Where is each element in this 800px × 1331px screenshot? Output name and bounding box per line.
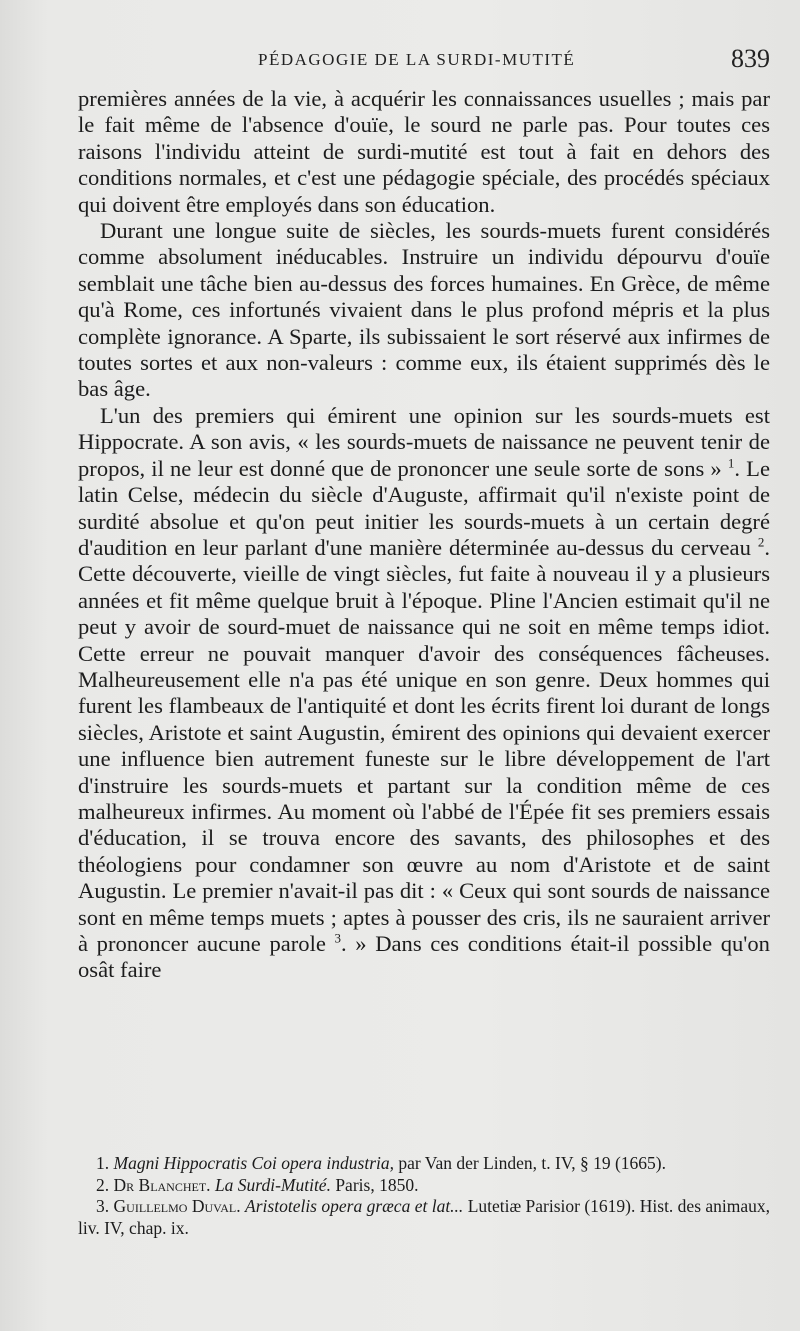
- footnote-3-rest: Lutetiæ Parisior (1619). Hist. des animaux, liv. IV, chap. ix.: [78, 1196, 771, 1238]
- footnote-1-rest: par Van der Linden, t. IV, § 19 (1665).: [394, 1153, 667, 1173]
- footnote-1-title: Magni Hippocratis Coi opera industria,: [113, 1153, 394, 1173]
- footnote-2-number: 2.: [96, 1174, 110, 1195]
- paragraph-3-part-b: . Le latin Celse, médecin du siècle d'Auguste, affirmait qu'il n'existe point de surdité absolue et qu'on peut initier les sourds-muets à un certain degré d'audition en leur parlant d'une manière déterminée au-dessus du cerveau: [78, 455, 770, 560]
- footnote-3-title: Aristotelis opera græca et lat...: [245, 1196, 464, 1216]
- footnote-ref-1: 1: [727, 455, 735, 471]
- page-header: [78, 44, 770, 84]
- running-title: PÉDAGOGIE DE LA SURDI-MUTITÉ: [258, 50, 576, 69]
- footnotes: [78, 1153, 770, 1239]
- footnote-1: [78, 1153, 770, 1175]
- footnote-2-title: La Surdi-Mutité.: [214, 1174, 331, 1195]
- footnote-3-number: 3.: [96, 1196, 110, 1216]
- footnote-1-number: 1.: [96, 1153, 110, 1173]
- footnote-ref-2: 2: [757, 534, 765, 550]
- footnote-2-rest: Paris, 1850.: [330, 1174, 419, 1195]
- paragraph-3-part-c: . Cette découverte, vieille de vingt siècles, fut faite à nouveau il y a plusieurs années et fit même quelque bruit à l'époque. Pline l'Ancien estimait qu'il ne peut y avoir de sourd-muet de naissance qui ne soit en même temps idiot. Cette erreur ne pouvait manquer d'avoir des conséquences fâcheuses. Malheureusement elle n'a pas été unique en son genre. Deux hommes qui furent les flambeaux de l'antiquité et dont les écrits firent loi durant de longs siècles, Aristote et saint Augustin, émirent des opinions qui devaient exercer une influence bien autrement funeste sur le libre développement de l'art d'instruire les sourds-muets et partant sur la condition même de ces malheureux infirmes. Au moment où l'abbé de l'Épée fit ses premiers essais d'éducation, il se trouva encore des savants, des philosophes et des théologiens pour condamner son œuvre au nom d'Aristote et de saint Augustin. Le premier n'avait-il pas dit : « Ceux qui sont sourds de naissance sont en même temps muets ; aptes à pousser des cris, ils ne sauraient arriver à prononcer aucune parole: [78, 534, 770, 956]
- paragraph-3: [78, 403, 770, 984]
- footnote-ref-3: 3: [334, 930, 342, 946]
- page-number: 839: [731, 44, 770, 73]
- footnote-2-author: Dr Blanchet.: [113, 1174, 211, 1195]
- footnote-3: [78, 1196, 770, 1239]
- paragraph-3-part-a: L'un des premiers qui émirent une opinion sur les sourds-muets est Hippocrate. A son avis, « les sourds-muets de naissance ne peuvent tenir de propos, il ne leur est donné que de prononcer une seule sorte de sons »: [78, 402, 770, 481]
- footnote-3-author: Guillelmo Duval.: [113, 1196, 241, 1216]
- paragraph-2: Durant une longue suite de siècles, les sourds-muets furent considérés comme absolument inéducables. Instruire un individu dépourvu d'ouïe semblait une tâche bien au-dessus des forces humaines. En Grèce, de même qu'à Rome, ces infortunés vivaient dans le plus profond mépris et la plus complète ignorance. A Sparte, ils subissaient le sort réservé aux infirmes de toutes sortes et aux non-valeurs : comme eux, ils étaient supprimés dès le bas âge.: [78, 218, 770, 402]
- footnote-2: [78, 1175, 770, 1197]
- paragraph-1: premières années de la vie, à acquérir les connaissances usuelles ; mais par le fait même de l'absence d'ouïe, le sourd ne parle pas. Pour toutes ces raisons l'individu atteint de surdi-mutité est tout à fait en dehors des conditions normales, et c'est une pédagogie spéciale, des procédés spéciaux qui doivent être employés dans son éducation.: [78, 86, 770, 217]
- paragraph-3-part-d: . » Dans ces conditions était-il possible qu'on osât faire: [78, 931, 770, 983]
- body-text: [78, 86, 770, 984]
